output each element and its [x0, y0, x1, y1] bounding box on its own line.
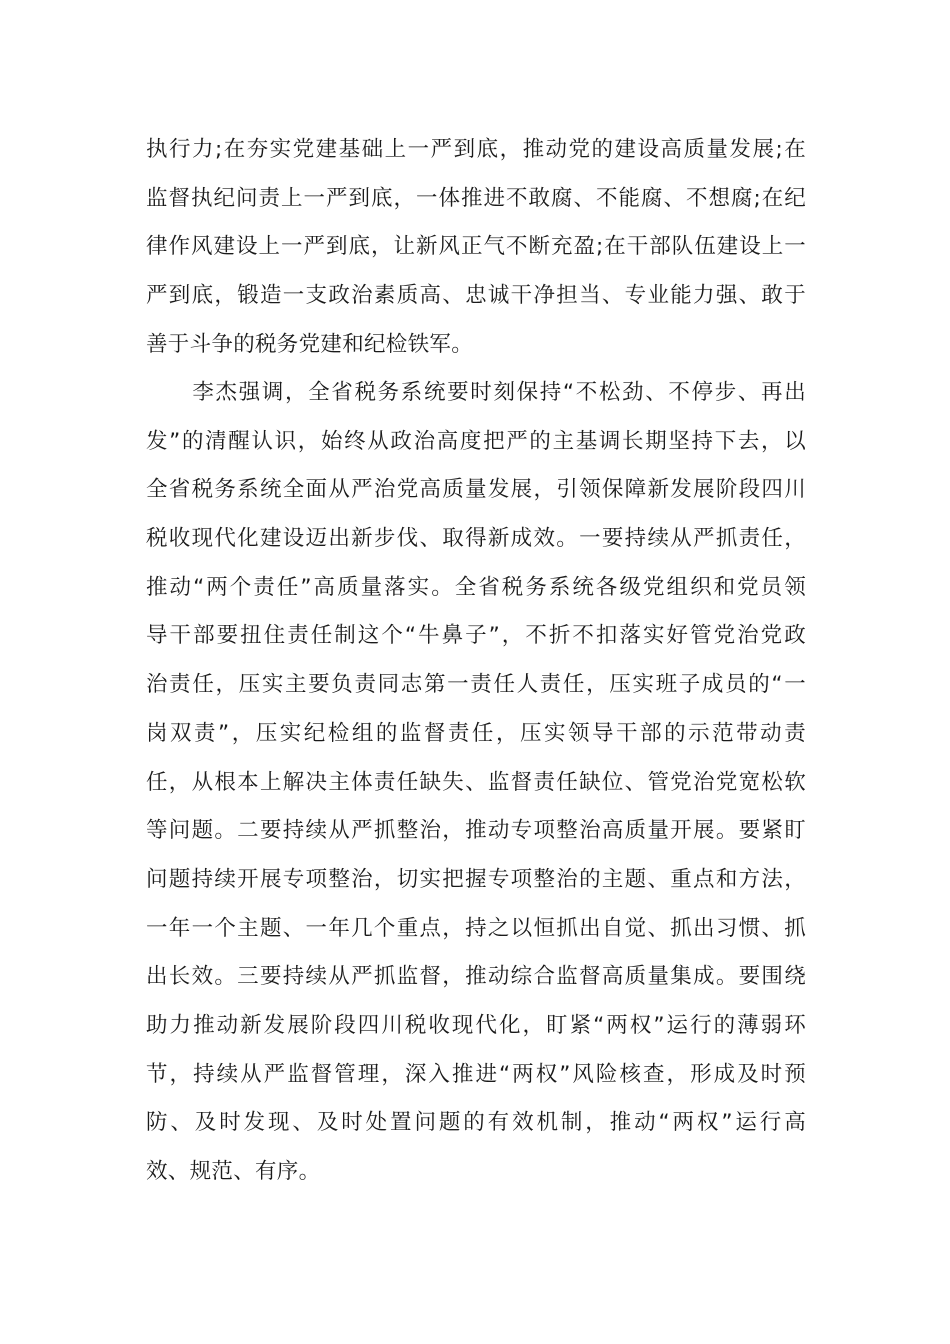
paragraph-1	[146, 126, 806, 369]
paragraph-line: 治责任，压实主要负责同志第一责任人责任，压实班子成员的“一	[146, 672, 806, 698]
paragraph-line: 发”的清醒认识，始终从政治高度把严的主基调长期坚持下去，以	[146, 428, 806, 454]
paragraph-line: 任，从根本上解决主体责任缺失、监督责任缺位、管党治党宽松软	[146, 769, 806, 795]
paragraph-line: 推动“两个责任”高质量落实。全省税务系统各级党组织和党员领	[146, 574, 806, 600]
paragraph-line: 善于斗争的税务党建和纪检铁军。	[146, 331, 474, 357]
paragraph-line: 李杰强调，全省税务系统要时刻保持“不松劲、不停步、再出	[146, 380, 806, 405]
paragraph-line: 导干部要扭住责任制这个“牛鼻子”，不折不扣落实好管党治党政	[146, 623, 806, 649]
paragraph-line: 律作风建设上一严到底，让新风正气不断充盈;在干部队伍建设上一	[146, 234, 806, 260]
paragraph-line: 执行力;在夯实党建基础上一严到底，推动党的建设高质量发展;在	[146, 137, 806, 162]
paragraph-line: 税收现代化建设迈出新步伐、取得新成效。一要持续从严抓责任，	[146, 526, 806, 552]
paragraph-line: 等问题。二要持续从严抓整治，推动专项整治高质量开展。要紧盯	[146, 818, 806, 844]
paragraph-line: 出长效。三要持续从严抓监督，推动综合监督高质量集成。要围绕	[146, 964, 806, 990]
paragraph-line: 监督执纪问责上一严到底，一体推进不敢腐、不能腐、不想腐;在纪	[146, 185, 806, 211]
paragraph-line: 效、规范、有序。	[146, 1159, 321, 1184]
paragraph-line: 助力推动新发展阶段四川税收现代化，盯紧“两权”运行的薄弱环	[146, 1012, 806, 1038]
paragraph-2	[146, 369, 806, 1197]
paragraph-line: 一年一个主题、一年几个重点，持之以恒抓出自觉、抓出习惯、抓	[146, 915, 806, 941]
paragraph-line: 岗双责”，压实纪检组的监督责任，压实领导干部的示范带动责	[146, 720, 806, 746]
paragraph-line: 严到底，锻造一支政治素质高、忠诚干净担当、专业能力强、敢于	[146, 283, 806, 309]
paragraph-line: 节，持续从严监督管理，深入推进“两权”风险核查，形成及时预	[146, 1061, 806, 1087]
paragraph-line: 防、及时发现、及时处置问题的有效机制，推动“两权”运行高	[146, 1110, 806, 1136]
paragraph-line: 全省税务系统全面从严治党高质量发展，引领保障新发展阶段四川	[146, 477, 806, 503]
paragraph-line: 问题持续开展专项整治，切实把握专项整治的主题、重点和方法，	[146, 866, 806, 892]
